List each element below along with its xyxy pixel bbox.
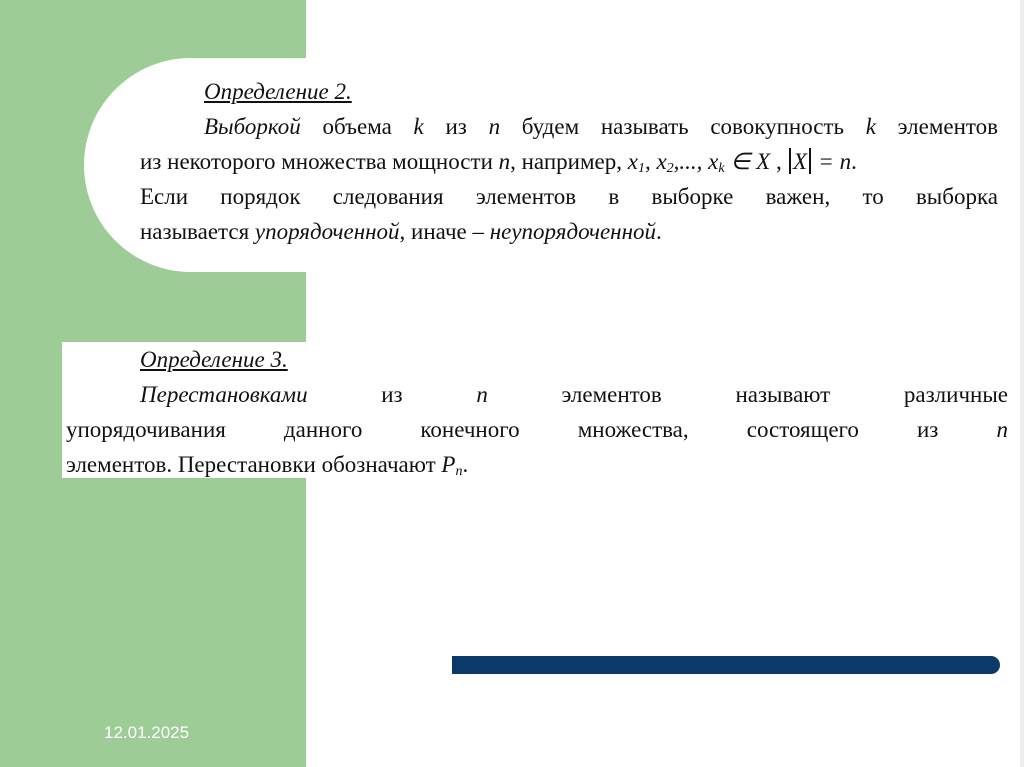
definition-2-line-1: Выборкой объема k из n будем называть совокупность k элементов: [204, 114, 999, 139]
formula-permutations: $P_n$: [441, 452, 463, 479]
formula-cardinality: X = n: [787, 149, 851, 174]
definition-2-line-3: Если порядок следования элементов в выборке важен, то выборка: [140, 184, 998, 209]
term-permutations: Перестановками: [140, 382, 308, 407]
abs-bar-right: [809, 148, 811, 174]
definition-2-line-4: называется упорядоченной, иначе – неупорядоченной.: [140, 219, 662, 244]
term-sample: Выборкой: [204, 114, 301, 139]
definition-3-line-1: Перестановками из n элементов называют различные: [140, 382, 1008, 407]
term-ordered: упорядоченной: [254, 219, 400, 244]
definition-3-line-2: упорядочивания данного конечного множества, состоящего из n: [66, 417, 1008, 442]
definition-2: [140, 74, 998, 249]
abs-bar-left: [789, 148, 791, 174]
slide-date: 12.01.2025: [104, 723, 190, 742]
definition-3: [66, 342, 1008, 482]
definition-2-line-2: из некоторого множества мощности n, например, $x_1$, $x_2$,..., $x_k$ ∈ X , X = n.: [140, 149, 857, 176]
definition-3-title: Определение 3.: [140, 347, 288, 372]
definition-3-line-3: элементов. Перестановки обозначают $P_n$.: [66, 452, 469, 479]
definition-2-title: Определение 2.: [204, 79, 352, 104]
term-unordered: неупорядоченной: [489, 219, 656, 244]
decorative-accent-bar: [452, 656, 1000, 674]
formula-sample-elements: $x_1$, $x_2$,..., $x_k$ ∈ X: [627, 149, 771, 176]
right-edge-divider: [1020, 0, 1024, 767]
